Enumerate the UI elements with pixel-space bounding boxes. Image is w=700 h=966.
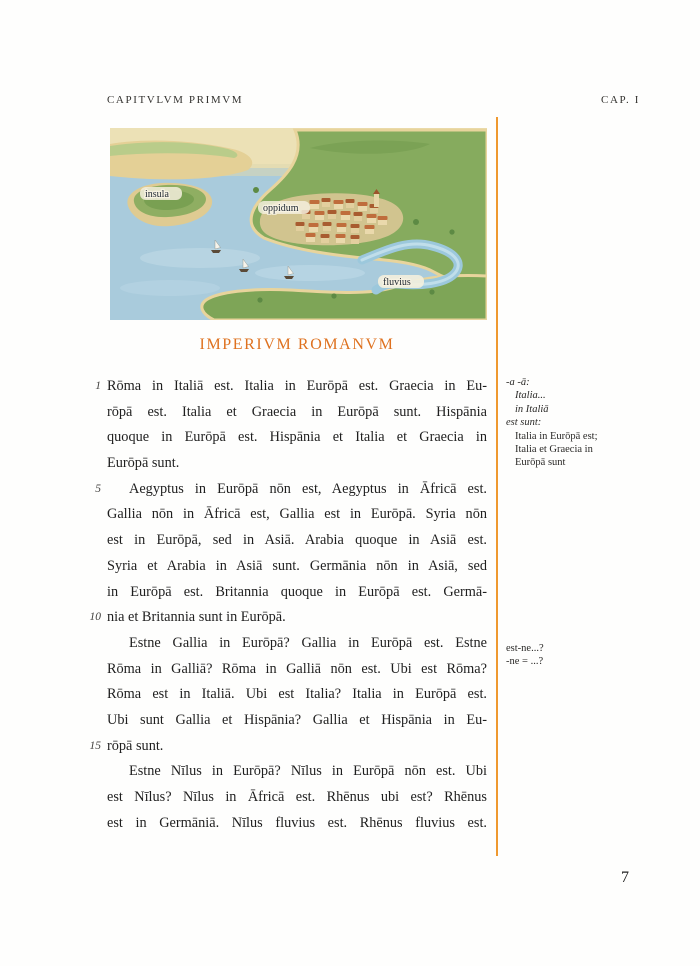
margin-note-line: Italia... (515, 390, 546, 402)
running-header-right: CAP. I (601, 94, 640, 106)
text-line-content: Gallia nōn in Āfricā est, Gallia est in Eurōpā. Syria nōn (107, 506, 487, 523)
text-line-content: Estne Gallia in Eurōpā? Gallia in Eurōpā est. Estne (129, 634, 487, 651)
text-line-content: Aegyptus in Eurōpā nōn est, Aegyptus in Āfricā est. (129, 480, 487, 497)
text-line-content: Rōma in Italiā est. Italia in Eurōpā est. Graecia in Eu- (107, 378, 487, 394)
text-line-content: Eurōpā sunt. (107, 455, 180, 472)
text-line-content: Ubi sunt Gallia et Hispānia? Gallia et Hispānia in Eu- (107, 711, 487, 728)
text-line (107, 631, 487, 657)
text-line (95, 374, 487, 400)
text-line (107, 785, 487, 811)
text-line-content: nia et Britannia sunt in Eurōpā. (107, 609, 286, 626)
text-line-content: est in Germāniā. Nīlus fluvius est. Rhēnus fluvius est. (107, 814, 487, 831)
margin-divider (496, 117, 498, 856)
chapter-title: IMPERIVM ROMANVM (199, 336, 395, 353)
text-line-content: est in Eurōpā, sed in Asiā. Arabia quoque in Asiā est. (107, 532, 487, 549)
town-label: oppidum (263, 203, 299, 214)
text-line (89, 734, 487, 760)
island-label: insula (145, 189, 169, 200)
text-line-content: est Nīlus? Nīlus in Āfricā est. Rhēnus ubi est? Rhēnus (107, 789, 487, 805)
text-line (107, 554, 487, 580)
text-line-content: Syria et Arabia in Asiā sunt. Germānia nōn in Asiā, sed (107, 557, 487, 574)
main-text (89, 374, 487, 836)
river-label: fluvius (383, 277, 411, 288)
text-line (107, 502, 487, 528)
text-line (107, 657, 487, 683)
map-illustration (110, 128, 487, 320)
text-line (107, 682, 487, 708)
text-line (107, 580, 487, 606)
text-line-content: Rōma est in Italiā. Ubi est Italia? Italia in Eurōpā est. (107, 686, 487, 703)
text-line (107, 451, 487, 477)
text-line-content: in Eurōpā est. Britannia quoque in Eurōpā est. Germā- (107, 583, 487, 600)
margin-note-line: -a -ā: (506, 377, 530, 388)
running-header (107, 94, 640, 106)
margin-note-line: Italia et Graecia in (515, 444, 593, 456)
text-line (89, 605, 487, 631)
margin-note-line: -ne = ...? (506, 656, 544, 668)
text-line (107, 708, 487, 734)
line-number: 15 (89, 739, 101, 752)
running-header-left: CAPITVLVM PRIMVM (107, 94, 244, 106)
margin-note-grammar (506, 376, 656, 470)
text-line (107, 400, 487, 426)
text-line (107, 528, 487, 554)
text-line-content: rōpā est. Italia et Graecia in Eurōpā sunt. Hispānia (107, 403, 487, 420)
margin-note-line: Eurōpā sunt (515, 457, 566, 469)
margin-note-line: est-ne...? (506, 643, 544, 654)
page-number: 7 (621, 869, 629, 886)
line-number: 5 (95, 482, 101, 495)
line-number: 1 (95, 380, 101, 392)
text-line-content: Estne Nīlus in Eurōpā? Nīlus in Eurōpā nōn est. Ubi (129, 763, 487, 780)
margin-note-estne (506, 642, 656, 669)
text-line-content: quoque in Eurōpā est. Hispānia et Italia et Graecia in (107, 429, 487, 446)
line-number: 10 (89, 611, 101, 624)
text-line (107, 759, 487, 785)
text-line-content: Rōma in Galliā? Rōma in Galliā nōn est. Ubi est Rōma? (107, 660, 487, 677)
margin-note-line: est sunt: (506, 417, 542, 429)
margin-note-line: in Italiā (515, 403, 549, 415)
text-line (107, 425, 487, 451)
text-line-content: rōpā sunt. (107, 737, 164, 754)
text-line (95, 477, 487, 503)
text-line (107, 811, 487, 837)
margin-note-line: Italia in Eurōpā est; (515, 430, 598, 442)
